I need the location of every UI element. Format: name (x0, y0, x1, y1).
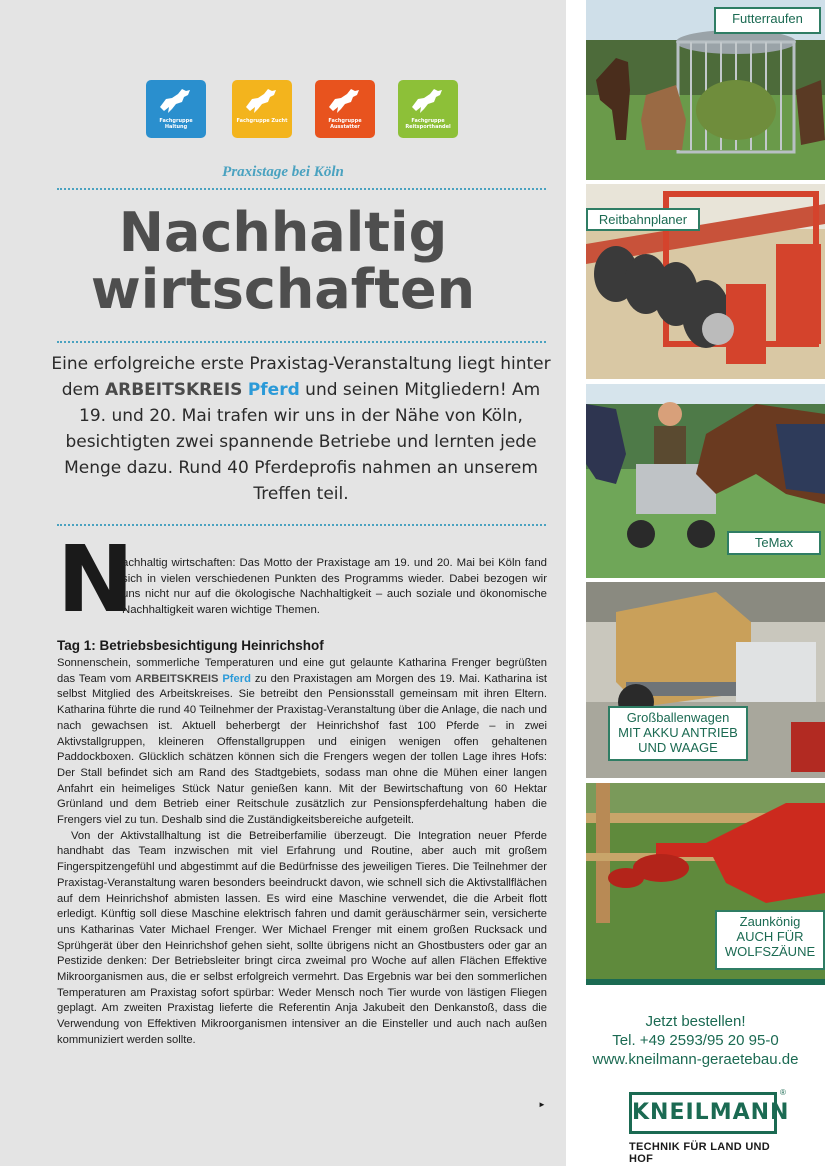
caption-line: Zaunkönig (739, 914, 801, 929)
ad-contact (566, 1012, 825, 1069)
logo-fachgruppe-zucht (232, 80, 292, 138)
caption-reitbahnplaner: Reitbahnplaner (586, 208, 700, 231)
article-lead (50, 351, 552, 507)
paragraph-text: zu den Praxistagen am Morgen des 19. Mai. Katharina ist selbst Mitglied des Arbeitskreises. Sie betreibt den Pensionsstall gemeinsam mit ihren Eltern. Katharina führte die rund 40 Teilnehmer der Praxistag-Veranstaltung über die Anlage, die nach und nach gewachsen ist. Aktuell beherbergt der Heinrichshof fast 100 Pferde – in zwei Aktivstallgruppen, kleineren Offenstallgruppen und einigen wenigen offen gehaltenen Paddockboxen. Glücklich schätzen können sich die Frengers wegen der tollen Lage ihres Hofs: Der Stall befindet sich am Rand des Stadtgebiets, sodass man ohne die Mühen einer langen Anfahrt ein heimeliges Stück Natur genießen kann. Mit der Bewirtschaftung von 60 Hektar Grünland und dem Betrieb einer Reitschule zusätzlich zur Pensionspferdehaltung haben die Frengers viel zu tun. Deshalb sind die Zuständigkeitsbereiche aufgeteilt. (57, 672, 548, 827)
caption-zaunkoenig (715, 910, 825, 970)
logo-fachgruppe-haltung (146, 80, 206, 138)
pferd-wordmark: Pferd (222, 672, 251, 685)
horse-icon (156, 85, 196, 117)
paragraph-text: Sonnenschein, sommerliche Temperaturen und eine gut gelaunte Katharina Frenger begrüßten das Team vom (57, 657, 547, 685)
section-heading: Tag 1: Betriebsbesichtigung Heinrichshof (57, 638, 324, 653)
fachgruppen-logos (146, 80, 466, 140)
photo-zaunkoenig (586, 783, 825, 985)
registered-mark: ® (780, 1088, 786, 1097)
logo-fachgruppe-reitsporthandel (398, 80, 458, 138)
horse-icon (325, 85, 365, 117)
caption-line: AUCH FÜR (736, 929, 804, 944)
title-line-1: Nachhaltig (118, 201, 448, 264)
phone-number[interactable]: Tel. +49 2593/95 20 95-0 (612, 1032, 779, 1049)
dotted-divider (57, 341, 546, 343)
logo-label: Fachgruppe Haltung (159, 118, 193, 130)
article-title (0, 201, 566, 321)
brand-tagline: TECHNIK FÜR LAND UND HOF (629, 1141, 771, 1165)
caption-line: Großballenwagen (626, 710, 730, 725)
caption-futterraufen: Futterraufen (714, 7, 821, 34)
logo-label: Fachgruppe Ausstatter (328, 118, 362, 130)
horse-icon (408, 85, 448, 117)
paragraph (57, 656, 547, 829)
arbeitskreis-wordmark: ARBEITSKREIS (135, 672, 219, 685)
paragraph: Von der Aktivstallhaltung ist die Betreiberfamilie überzeugt. Die Integration neuer Pferde handhabt das Team inzwischen mit viel Erfahrung und Routine, aber auch mit großem Fingerspitzengefühl und abgestimmt auf die Bedürfnisse des jeweiligen Tieres. Die Teilnehmer der Praxistag-Veranstaltung waren besonders beeindruckt davon, wie schnell sich die Aktivstallflächen auf dem Heinrichshof abmisten lassen. Es wird eine Maschine verwendet, die die Arbeit flott erledigt. Künftig soll diese Maschine elektrisch fahren und damit geräuschärmer sein, versicherte uns Katharinas Vater Michael Frenger. Wer Michael Frenger mit einem großen Rucksack und Sprühgerät über den Heinrichshof gehen sieht, sollte übrigens nicht an Ghostbusters oder gar an Pestizide denken: Der Betriebsleiter bringt circa zweimal pro Woche auf allen Flächen Effektive Mikroorganismen aus, die er selbst erfolgreich vermehrt. Das Ergebnis war bei den sommerlichen Temperaturen am Praxistag sofort spürbar: Weder Mensch noch Tier wurde von lästigen Fliegen geplagt. Am zweiten Praxistag lieferte die Referentin Anja Jakubeit den Denkanstoß, dass die Verwendung von Effektiven Mikroorganismen intensiver an die Einsteller und auch nach außen kommuniziert werden sollte. (57, 829, 547, 1046)
photo-reitbahnplaner (586, 184, 825, 379)
title-line-2: wirtschaften (90, 258, 476, 321)
horse-icon (242, 85, 282, 117)
arbeitskreis-wordmark: ARBEITSKREIS (104, 380, 243, 400)
photo-futterraufen (586, 0, 825, 180)
caption-grossballenwagen (608, 706, 748, 761)
continue-arrow-icon: ► (538, 1100, 546, 1109)
pferd-wordmark: Pferd (247, 380, 300, 400)
caption-line: WOLFSZÄUNE (724, 944, 816, 959)
caption-temax: TeMax (727, 531, 821, 555)
lead-text: und seinen Mitgliedern! Am 19. und 20. Mai trafen wir uns in der Nähe von Köln, besichtigten zwei spannende Betriebe und lernten jede Menge dazu. Rund 40 Pferdeprofis nahmen an unserem Treffen teil. (64, 380, 541, 504)
photo-grossballenwagen (586, 582, 825, 778)
caption-line: UND WAAGE (638, 740, 718, 755)
logo-label: Fachgruppe Zucht (236, 118, 288, 124)
photo-temax (586, 384, 825, 578)
website-link[interactable]: www.kneilmann-geraetebau.de (592, 1051, 799, 1068)
article-body (57, 656, 547, 1049)
cta-text: Jetzt bestellen! (645, 1013, 746, 1030)
drop-cap: N (57, 526, 134, 633)
kneilmann-logo: KNEILMANN (629, 1092, 777, 1134)
article-kicker: Praxistage bei Köln (222, 164, 344, 180)
caption-line: MIT AKKU ANTRIEB (618, 725, 738, 740)
logo-fachgruppe-ausstatter (315, 80, 375, 138)
dotted-divider (57, 188, 546, 190)
logo-label: Fachgruppe Reitsporthandel (405, 118, 451, 130)
article-intro: achhaltig wirtschaften: Das Motto der Praxistage am 19. und 20. Mai bei Köln fand sich in vielen verschiedenen Punkten des Programms wieder. Dabei bezogen wir uns nicht nur auf die ökologische Nachhaltigkeit – auch soziale und ökonomische Nachhaltigkeit waren wichtige Themen. (122, 557, 547, 616)
lead-text: Eine erfolgreiche erste Praxistag-Veranstaltung liegt hinter dem (51, 354, 551, 400)
